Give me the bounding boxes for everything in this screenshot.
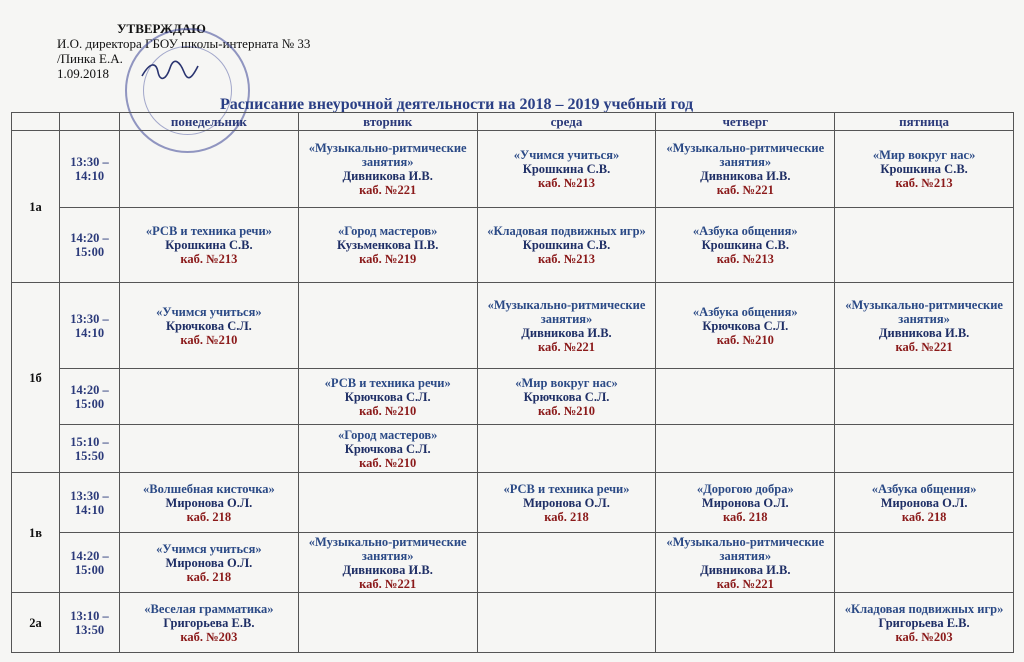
activity-name: «Музыкально-ритмические занятия»	[308, 534, 467, 563]
activity-name: «Музыкально-ритмические занятия»	[487, 297, 646, 326]
lesson-time: 13:30 – 14:10	[60, 473, 120, 533]
schedule-row	[12, 473, 1014, 533]
room-number: каб. №213	[537, 252, 596, 266]
teacher-name: Григорьева Е.В.	[163, 615, 255, 630]
activity-name: «Мир вокруг нас»	[515, 375, 618, 390]
activity-cell	[835, 533, 1014, 593]
teacher-name: Дивникова И.В.	[700, 562, 791, 577]
header-day: среда	[477, 113, 656, 131]
room-number: каб. №210	[180, 332, 238, 347]
header-row	[12, 113, 1014, 131]
teacher-name: Крючкова С.Л.	[523, 389, 610, 404]
activity-name: «Мир вокруг нас»	[872, 148, 976, 162]
lesson-time: 13:30 – 14:10	[60, 131, 120, 208]
lesson-time: 13:30 – 14:10	[60, 283, 120, 369]
schedule-row	[12, 208, 1014, 283]
lesson-time: 14:20 – 15:00	[60, 369, 120, 425]
activity-cell	[298, 369, 477, 425]
activity-cell	[120, 425, 299, 473]
room-number: каб. №219	[359, 252, 417, 266]
activity-name: «Дорогою добра»	[696, 481, 794, 496]
teacher-name: Григорьева Е.В.	[878, 615, 970, 630]
schedule-row	[12, 131, 1014, 208]
teacher-name: Миронова О.Л.	[165, 495, 253, 510]
schedule-row	[12, 283, 1014, 369]
activity-cell	[298, 533, 477, 593]
activity-cell	[835, 369, 1014, 425]
teacher-name: Дивникова И.В.	[700, 169, 791, 183]
activity-name: «Кладовая подвижных игр»	[844, 601, 1004, 616]
class-name: 1б	[12, 283, 60, 473]
activity-cell	[120, 208, 299, 283]
room-number: каб. 218	[723, 509, 768, 524]
room-number: каб. №221	[537, 339, 596, 354]
activity-name: «Музыкально-ритмические занятия»	[666, 534, 825, 563]
activity-cell	[835, 283, 1014, 369]
activity-cell	[298, 593, 477, 653]
teacher-name: Дивникова И.В.	[342, 169, 433, 183]
approval-position: И.О. директора ГБОУ школы-интерната № 33	[57, 36, 311, 51]
activity-name: «РСВ и техника речи»	[324, 375, 451, 390]
activity-cell	[298, 425, 477, 473]
activity-cell	[120, 473, 299, 533]
activity-cell	[120, 533, 299, 593]
room-number: каб. 218	[544, 509, 589, 524]
approval-name: /Пинка Е.А.	[57, 51, 123, 66]
activity-cell	[298, 473, 477, 533]
activity-cell	[120, 131, 299, 208]
teacher-name: Дивникова И.В.	[342, 562, 433, 577]
activity-cell	[835, 208, 1014, 283]
activity-cell	[835, 473, 1014, 533]
activity-cell	[120, 593, 299, 653]
activity-name: «Азбука общения»	[692, 224, 798, 238]
teacher-name: Крючкова С.Л.	[702, 318, 789, 333]
activity-cell	[835, 593, 1014, 653]
teacher-name: Миронова О.Л.	[701, 495, 789, 510]
teacher-name: Крошкина С.В.	[880, 162, 968, 176]
room-number: каб. №210	[359, 455, 417, 470]
room-number: каб. №213	[716, 252, 774, 266]
activity-cell	[835, 131, 1014, 208]
class-name: 2а	[12, 593, 60, 653]
activity-cell	[835, 425, 1014, 473]
signature	[140, 58, 200, 84]
schedule-row	[12, 593, 1014, 653]
lesson-time: 13:10 – 13:50	[60, 593, 120, 653]
activity-cell	[477, 425, 656, 473]
lesson-time: 15:10 – 15:50	[60, 425, 120, 473]
teacher-name: Крошкина С.В.	[701, 238, 789, 252]
room-number: каб. №213	[537, 176, 596, 190]
header-class	[12, 113, 60, 131]
activity-name: «Музыкально-ритмические занятия»	[845, 297, 1003, 326]
activity-cell	[656, 208, 835, 283]
teacher-name: Крошкина С.В.	[522, 238, 611, 252]
activity-cell	[477, 283, 656, 369]
room-number: каб. №221	[359, 576, 417, 591]
header-day: понедельник	[120, 113, 299, 131]
teacher-name: Дивникова И.В.	[521, 325, 612, 340]
activity-cell	[298, 208, 477, 283]
activity-cell	[298, 283, 477, 369]
activity-name: «Учимся учиться»	[156, 304, 262, 319]
room-number: каб. №213	[895, 176, 953, 190]
activity-name: «Учимся учиться»	[156, 541, 262, 556]
room-number: каб. 218	[186, 509, 232, 524]
teacher-name: Дивникова И.В.	[878, 325, 970, 340]
room-number: каб. №221	[359, 183, 417, 197]
activity-cell	[477, 369, 656, 425]
schedule-row	[12, 425, 1014, 473]
activity-cell	[656, 283, 835, 369]
activity-cell	[477, 473, 656, 533]
activity-name: «Учимся учиться»	[513, 148, 620, 162]
activity-cell	[477, 593, 656, 653]
activity-cell	[477, 208, 656, 283]
activity-name: «Город мастеров»	[337, 427, 438, 442]
activity-name: «Музыкально-ритмические занятия»	[308, 141, 467, 169]
activity-cell	[120, 369, 299, 425]
header-time	[60, 113, 120, 131]
activity-cell	[656, 369, 835, 425]
activity-name: «Музыкально-ритмические занятия»	[666, 141, 825, 169]
room-number: каб. №210	[716, 332, 774, 347]
activity-cell	[298, 131, 477, 208]
activity-cell	[656, 473, 835, 533]
activity-cell	[656, 593, 835, 653]
activity-name: «РСВ и техника речи»	[145, 224, 272, 238]
activity-name: «Кладовая подвижных игр»	[487, 224, 646, 238]
activity-name: «Азбука общения»	[692, 304, 798, 319]
teacher-name: Миронова О.Л.	[165, 555, 253, 570]
teacher-name: Крошкина С.В.	[165, 238, 253, 252]
room-number: каб. 218	[901, 509, 947, 524]
activity-name: «Азбука общения»	[871, 481, 977, 496]
activity-cell	[656, 533, 835, 593]
activity-name: «Город мастеров»	[337, 224, 438, 238]
room-number: каб. №203	[895, 629, 953, 644]
activity-cell	[656, 131, 835, 208]
activity-cell	[656, 425, 835, 473]
activity-name: «РСВ и техника речи»	[503, 481, 630, 496]
teacher-name: Миронова О.Л.	[523, 495, 610, 510]
lesson-time: 14:20 – 15:00	[60, 208, 120, 283]
header-day: пятница	[835, 113, 1014, 131]
schedule-body	[12, 131, 1014, 653]
activity-name: «Волшебная кисточка»	[143, 481, 275, 496]
activity-cell	[477, 131, 656, 208]
activity-cell	[477, 533, 656, 593]
class-name: 1в	[12, 473, 60, 593]
teacher-name: Крючкова С.Л.	[165, 318, 252, 333]
teacher-name: Крошкина С.В.	[522, 162, 611, 176]
activity-name: «Веселая грамматика»	[144, 601, 274, 616]
schedule-table	[11, 112, 1014, 653]
header-day: вторник	[298, 113, 477, 131]
room-number: каб. №210	[537, 403, 596, 418]
header-day: четверг	[656, 113, 835, 131]
teacher-name: Крючкова С.Л.	[344, 389, 431, 404]
teacher-name: Миронова О.Л.	[880, 495, 968, 510]
teacher-name: Крючкова С.Л.	[344, 441, 431, 456]
approval-title: УТВЕРЖДАЮ	[117, 21, 206, 36]
room-number: каб. №221	[716, 576, 774, 591]
activity-cell	[120, 283, 299, 369]
schedule-row	[12, 533, 1014, 593]
schedule-title: Расписание внеурочной деятельности на 2018 – 2019 учебный год	[220, 96, 694, 113]
room-number: каб. №213	[180, 252, 238, 266]
room-number: каб. №221	[716, 183, 774, 197]
approval-date: 1.09.2018	[57, 66, 109, 81]
room-number: каб. 218	[186, 569, 232, 584]
room-number: каб. №203	[180, 629, 238, 644]
room-number: каб. №210	[359, 403, 417, 418]
lesson-time: 14:20 – 15:00	[60, 533, 120, 593]
schedule-row	[12, 369, 1014, 425]
teacher-name: Кузьменкова П.В.	[337, 238, 439, 252]
room-number: каб. №221	[895, 339, 953, 354]
class-name: 1а	[12, 131, 60, 283]
